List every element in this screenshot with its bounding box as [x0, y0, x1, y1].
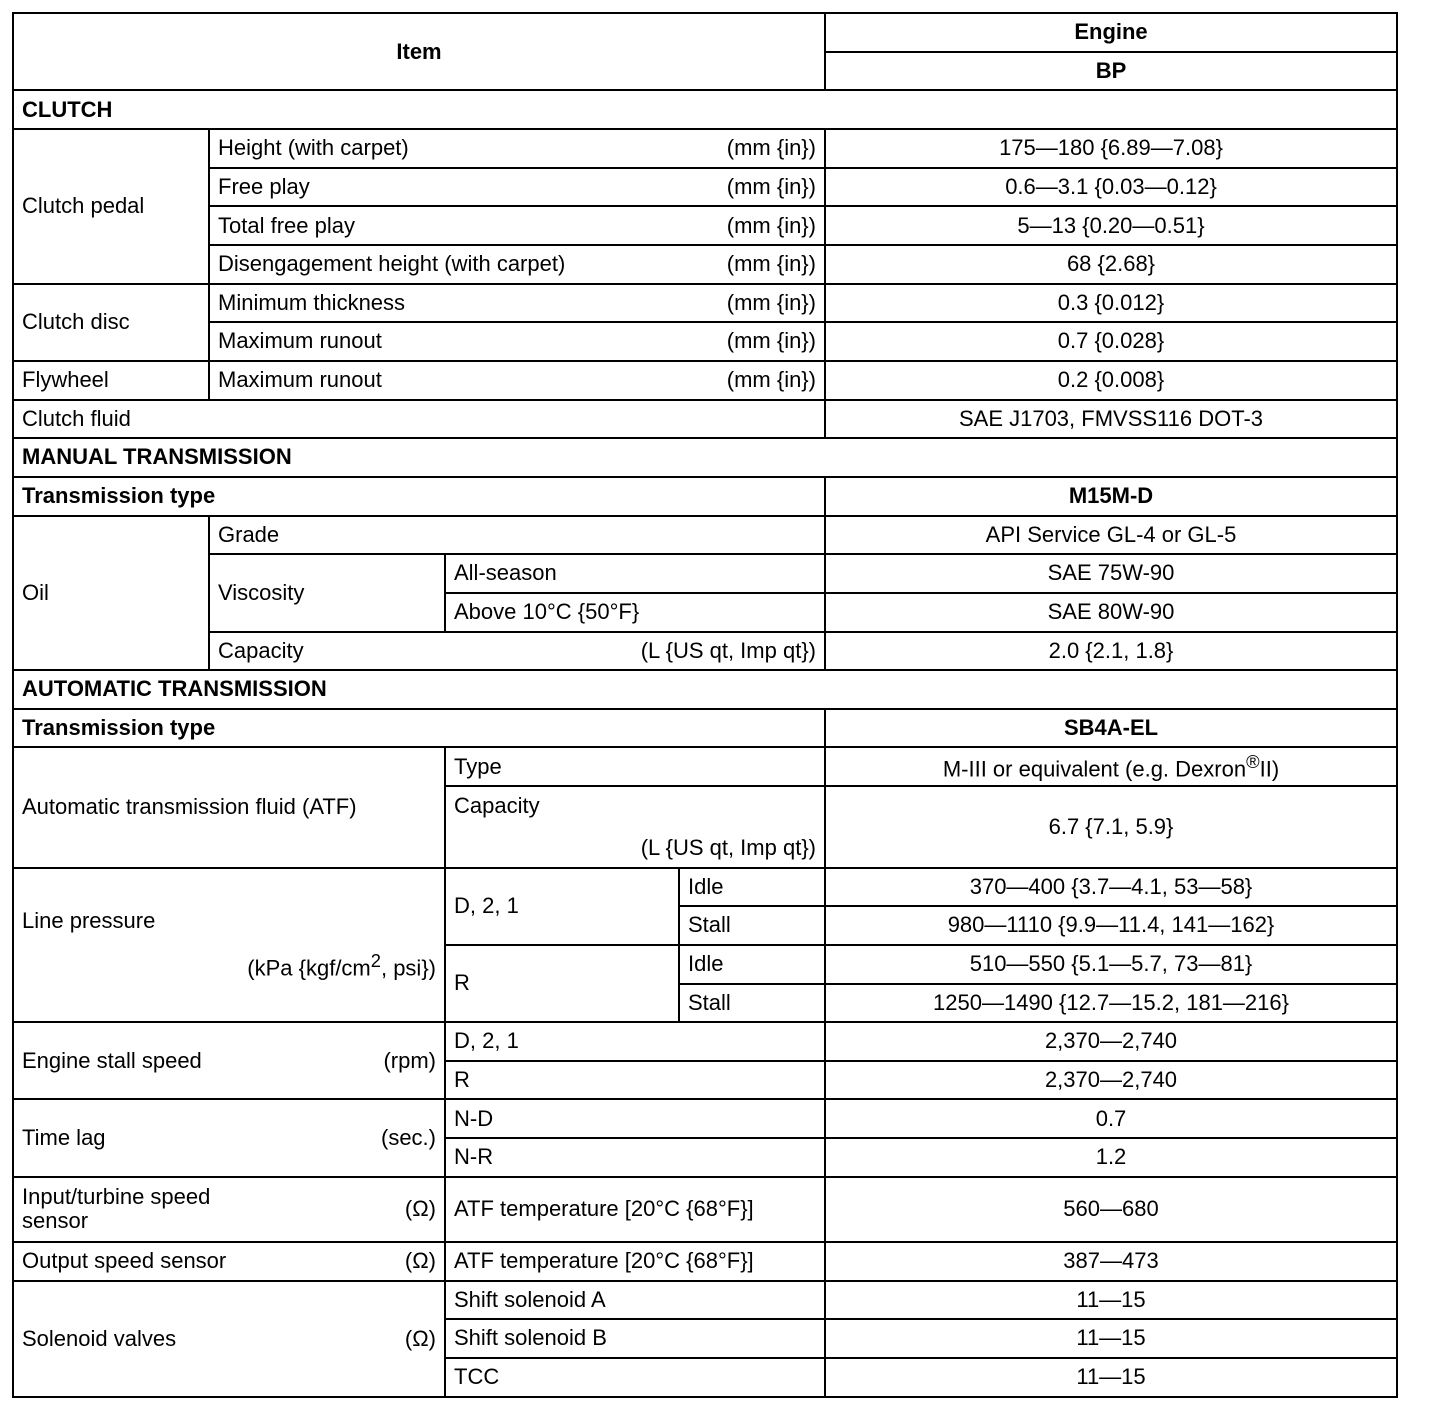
line-pressure-unit	[247, 951, 436, 981]
spec-item-cell	[13, 1022, 445, 1099]
spec-item-cell	[13, 1281, 445, 1397]
spec-item-name: Height (with carpet)	[218, 135, 409, 161]
spec-value: 0.3 {0.012}	[825, 284, 1397, 323]
spec-value: 1250—1490 {12.7—15.2, 181—216}	[825, 984, 1397, 1023]
spec-value: SAE 75W-90	[825, 554, 1397, 593]
spec-item-name: Shift solenoid B	[445, 1319, 825, 1358]
spec-unit: (mm {in})	[726, 251, 816, 277]
table-row	[13, 245, 1397, 284]
table-row	[13, 1177, 1397, 1242]
spec-value: 68 {2.68}	[825, 245, 1397, 284]
section-row	[13, 438, 1397, 477]
spec-unit: (Ω)	[404, 1325, 436, 1351]
spec-value: 11—15	[825, 1281, 1397, 1320]
spec-unit: (L {US qt, Imp qt})	[640, 834, 816, 860]
table-row	[13, 284, 1397, 323]
oil-label: Oil	[13, 516, 209, 671]
spec-item-name: Above 10°C {50°F}	[445, 593, 825, 632]
spec-value: 11—15	[825, 1319, 1397, 1358]
range-d21: D, 2, 1	[445, 868, 679, 945]
spec-item-cell	[209, 245, 825, 284]
flywheel-label: Flywheel	[13, 361, 209, 400]
table-row	[13, 400, 1397, 439]
spec-item-name: Minimum thickness	[218, 289, 406, 315]
spec-unit: (sec.)	[381, 1125, 436, 1151]
label-line: Input/turbine speed	[22, 1184, 211, 1210]
section-title-automatic-transmission: AUTOMATIC TRANSMISSION	[13, 670, 1397, 709]
atf-type-value	[825, 747, 1397, 786]
atf-capacity-label: Capacity	[454, 792, 540, 818]
atf-type-value-end: II)	[1259, 756, 1280, 782]
transmission-type-value: M15M-D	[825, 477, 1397, 516]
spec-unit: (mm {in})	[726, 212, 816, 238]
spec-value: 11—15	[825, 1358, 1397, 1397]
time-lag-label: Time lag	[22, 1125, 106, 1151]
spec-item-name: D, 2, 1	[445, 1022, 825, 1061]
table-row	[13, 1242, 1397, 1281]
spec-value: 2,370—2,740	[825, 1022, 1397, 1061]
table-row	[13, 168, 1397, 207]
clutch-pedal-label: Clutch pedal	[13, 129, 209, 284]
table-row	[13, 1022, 1397, 1061]
specification-table	[12, 12, 1398, 1398]
line-pressure-label: Line pressure	[22, 907, 156, 933]
spec-value: API Service GL-4 or GL-5	[825, 516, 1397, 555]
clutch-disc-label: Clutch disc	[13, 284, 209, 361]
spec-item-cell	[209, 129, 825, 168]
spec-item-cell	[209, 206, 825, 245]
spec-value: 5—13 {0.20—0.51}	[825, 206, 1397, 245]
clutch-fluid-label: Clutch fluid	[13, 400, 825, 439]
spec-unit: (mm {in})	[726, 289, 816, 315]
spec-item-name: N-R	[445, 1138, 825, 1177]
spec-item-name: R	[445, 1061, 825, 1100]
input-sensor-label	[22, 1185, 405, 1233]
oil-viscosity-label: Viscosity	[209, 554, 445, 631]
spec-value: 510—550 {5.1—5.7, 73—81}	[825, 945, 1397, 984]
spec-value: 560—680	[825, 1177, 1397, 1242]
spec-unit: (rpm)	[383, 1047, 436, 1073]
spec-item-cell	[209, 632, 825, 671]
spec-value: SAE 80W-90	[825, 593, 1397, 632]
spec-item-cell	[209, 284, 825, 323]
transmission-type-label: Transmission type	[13, 709, 825, 748]
condition-stall: Stall	[679, 906, 825, 945]
condition-idle: Idle	[679, 945, 825, 984]
spec-unit: (Ω)	[404, 1248, 436, 1274]
table-row	[13, 1099, 1397, 1138]
spec-value: 175—180 {6.89—7.08}	[825, 129, 1397, 168]
label-line: sensor	[22, 1208, 89, 1234]
spec-value: 0.7	[825, 1099, 1397, 1138]
spec-item-name: ATF temperature [20°C {68°F}]	[445, 1242, 825, 1281]
spec-unit: (mm {in})	[726, 173, 816, 199]
spec-item-name: Shift solenoid A	[445, 1281, 825, 1320]
table-row	[13, 1281, 1397, 1320]
condition-idle: Idle	[679, 868, 825, 907]
section-title-clutch: CLUTCH	[13, 90, 1397, 129]
engine-model-header: BP	[825, 52, 1397, 91]
spec-item-cell	[209, 168, 825, 207]
spec-item-name: TCC	[445, 1358, 825, 1397]
spec-value: 370—400 {3.7—4.1, 53—58}	[825, 868, 1397, 907]
spec-value: SAE J1703, FMVSS116 DOT-3	[825, 400, 1397, 439]
spec-item-cell	[13, 1242, 445, 1281]
unit-text: (kPa {kgf/cm	[247, 955, 371, 981]
range-r: R	[445, 945, 679, 1022]
table-row	[13, 322, 1397, 361]
solenoid-valves-label: Solenoid valves	[22, 1325, 177, 1351]
table-row	[13, 206, 1397, 245]
line-pressure-cell	[13, 868, 445, 1023]
spec-value: 0.2 {0.008}	[825, 361, 1397, 400]
spec-unit: (L {US qt, Imp qt})	[640, 637, 816, 663]
engine-stall-speed-label: Engine stall speed	[22, 1047, 202, 1073]
spec-item-name: ATF temperature [20°C {68°F}]	[445, 1177, 825, 1242]
engine-header: Engine	[825, 13, 1397, 52]
spec-value: 0.6—3.1 {0.03—0.12}	[825, 168, 1397, 207]
spec-item-cell	[13, 1177, 445, 1242]
spec-item-name: All-season	[445, 554, 825, 593]
unit-text-end: , psi})	[380, 955, 436, 981]
spec-item-name: Free play	[218, 173, 310, 199]
unit-superscript: 2	[370, 950, 381, 972]
spec-item-name: Maximum runout	[218, 367, 382, 393]
table-row	[13, 129, 1397, 168]
atf-type-value-main: M-III or equivalent (e.g. Dexron	[942, 756, 1247, 782]
spec-item-name: N-D	[445, 1099, 825, 1138]
oil-capacity-label: Capacity	[218, 637, 304, 663]
section-row	[13, 670, 1397, 709]
table-row	[13, 516, 1397, 555]
spec-value: 980—1110 {9.9—11.4, 141—162}	[825, 906, 1397, 945]
spec-item-cell	[209, 361, 825, 400]
atf-capacity-cell	[445, 786, 825, 867]
atf-label: Automatic transmission fluid (ATF)	[13, 747, 445, 867]
spec-item-name: Total free play	[218, 212, 355, 238]
oil-grade-label: Grade	[209, 516, 825, 555]
spec-value: 0.7 {0.028}	[825, 322, 1397, 361]
registered-mark: ®	[1246, 751, 1260, 773]
spec-item-cell	[13, 1099, 445, 1176]
spec-value: 387—473	[825, 1242, 1397, 1281]
table-row	[13, 868, 1397, 907]
spec-unit: (mm {in})	[726, 135, 816, 161]
table-row	[13, 632, 1397, 671]
header-row	[13, 13, 1397, 52]
table-row	[13, 709, 1397, 748]
spec-unit: (mm {in})	[726, 328, 816, 354]
transmission-type-value: SB4A-EL	[825, 709, 1397, 748]
table-row	[13, 361, 1397, 400]
item-header: Item	[13, 13, 825, 90]
spec-unit: (mm {in})	[726, 367, 816, 393]
spec-item-name: Maximum runout	[218, 328, 382, 354]
section-title-manual-transmission: MANUAL TRANSMISSION	[13, 438, 1397, 477]
spec-value: 6.7 {7.1, 5.9}	[825, 786, 1397, 867]
condition-stall: Stall	[679, 984, 825, 1023]
spec-value: 1.2	[825, 1138, 1397, 1177]
output-sensor-label: Output speed sensor	[22, 1248, 227, 1274]
table-row	[13, 554, 1397, 593]
section-row	[13, 90, 1397, 129]
spec-item-cell	[209, 322, 825, 361]
transmission-type-label: Transmission type	[13, 477, 825, 516]
spec-value: 2.0 {2.1, 1.8}	[825, 632, 1397, 671]
spec-item-name: Disengagement height (with carpet)	[218, 251, 566, 277]
atf-type-label: Type	[445, 747, 825, 786]
table-row	[13, 747, 1397, 786]
spec-unit: (Ω)	[404, 1196, 436, 1222]
spec-value: 2,370—2,740	[825, 1061, 1397, 1100]
table-row	[13, 477, 1397, 516]
